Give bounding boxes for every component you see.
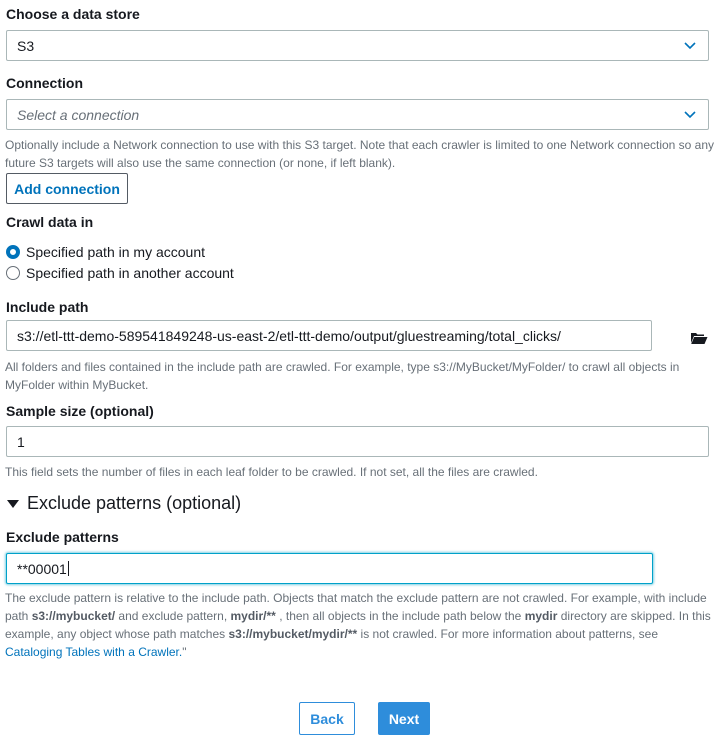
exclude-patterns-label: Exclude patterns	[6, 529, 119, 545]
exclude-patterns-help	[5, 589, 715, 661]
help-text: "	[182, 645, 187, 659]
connection-select[interactable]	[6, 99, 709, 130]
chevron-down-icon	[684, 111, 696, 119]
help-text: The exclude pattern is relative to the include path. Objects that match the exclude pattern are not crawled. For example, with include path	[5, 591, 707, 623]
next-button[interactable]: Next	[378, 702, 430, 735]
help-text: is not crawled. For more information about patterns, see	[357, 627, 658, 641]
sample-size-input[interactable]: 1	[6, 426, 709, 457]
connection-placeholder: Select a connection	[17, 106, 140, 123]
radio-checked-icon[interactable]	[6, 245, 20, 259]
cataloging-tables-link[interactable]: Cataloging Tables with a Crawler.	[5, 645, 183, 659]
help-text: , then all objects in the include path below the	[275, 609, 525, 623]
connection-label: Connection	[6, 75, 83, 91]
help-bold: mydir/**	[230, 609, 276, 623]
data-store-select[interactable]	[6, 30, 709, 61]
include-path-input[interactable]: s3://etl-ttt-demo-589541849248-us-east-2/etl-ttt-demo/output/gluestreaming/total_clicks/	[6, 320, 652, 351]
connection-help: Optionally include a Network connection to use with this S3 target. Note that each crawler is limited to one Network connection so any future S3 targets will also use the same connection (or none, if left blank).	[5, 138, 715, 170]
help-text: directory are skipped. In this example, any object whose path matches	[5, 609, 711, 641]
data-store-label: Choose a data store	[6, 6, 140, 22]
radio-another-account-label: Specified path in another account	[26, 265, 234, 281]
exclude-patterns-toggle[interactable]	[7, 493, 241, 514]
radio-another-account[interactable]	[6, 265, 234, 281]
chevron-down-icon	[684, 42, 696, 50]
radio-my-account[interactable]	[6, 244, 205, 260]
add-connection-button[interactable]: Add connection	[6, 173, 128, 204]
include-path-label: Include path	[6, 299, 89, 315]
radio-unchecked-icon[interactable]	[6, 266, 20, 280]
back-button[interactable]: Back	[299, 702, 355, 735]
radio-my-account-label: Specified path in my account	[26, 244, 205, 260]
data-store-value: S3	[17, 37, 35, 54]
text-cursor	[68, 561, 69, 576]
help-bold: s3://mybucket/	[31, 609, 116, 623]
help-bold: mydir	[524, 609, 558, 623]
crawl-data-label: Crawl data in	[6, 214, 94, 230]
sample-size-label: Sample size (optional)	[6, 403, 154, 419]
folder-open-icon[interactable]	[690, 331, 708, 345]
help-bold: s3://mybucket/mydir/**	[228, 627, 358, 641]
exclude-patterns-value: **00001	[17, 560, 67, 577]
exclude-patterns-section-title: Exclude patterns (optional)	[27, 493, 242, 513]
exclude-patterns-input[interactable]	[6, 553, 653, 584]
sample-size-help: This field sets the number of files in each leaf folder to be crawled. If not set, all the files are crawled.	[5, 465, 538, 479]
caret-down-icon	[7, 500, 19, 508]
help-text: and exclude pattern,	[115, 609, 231, 623]
include-path-help: All folders and files contained in the include path are crawled. For example, type s3://MyBucket/MyFolder/ to crawl all objects in MyFolder within MyBucket.	[5, 360, 680, 392]
